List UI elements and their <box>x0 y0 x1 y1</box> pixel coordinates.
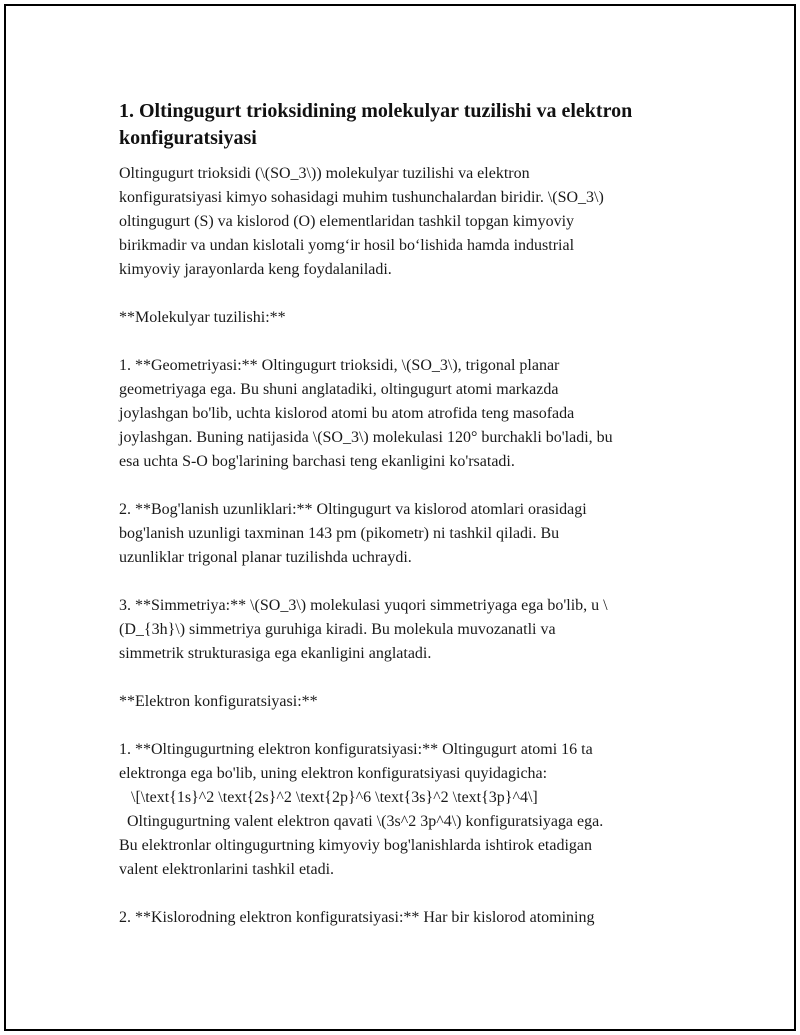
text-line: valent elektronlarini tashkil etadi. <box>119 861 335 878</box>
bond-length-paragraph <box>119 498 699 570</box>
document-body <box>119 98 699 954</box>
text-line: esa uchta S-O bog'larining barchasi teng ekanligini ko'rsatadi. <box>119 453 515 470</box>
text-line: birikmadir va undan kislotali yomg‘ir hosil bo‘lishida hamda industrial <box>119 237 575 254</box>
text-line: geometriyaga ega. Bu shuni anglatadiki, oltingugurt atomi markazda <box>119 381 559 398</box>
symmetry-paragraph <box>119 594 699 666</box>
text-line: joylashgan bo'lib, uchta kislorod atomi bu atom atrofida teng masofada <box>119 405 575 422</box>
text-line: **Elektron konfiguratsiyasi:** <box>119 693 318 710</box>
text-line: 1. **Oltingugurtning elektron konfiguratsiyasi:** Oltingugurt atomi 16 ta <box>119 741 593 758</box>
text-line: uzunliklar trigonal planar tuzilishda uchraydi. <box>119 549 412 566</box>
text-line: Oltingugurtning valent elektron qavati \(3s^2 3p^4\) konfiguratsiyaga ega. <box>127 813 604 830</box>
text-line: 3. **Simmetriya:** \(SO_3\) molekulasi yuqori simmetriyaga ega bo'lib, u \ <box>119 597 608 614</box>
text-line: 1. **Geometriyasi:** Oltingugurt trioksidi, \(SO_3\), trigonal planar <box>119 357 560 374</box>
subsection-title-molecular <box>119 306 699 330</box>
heading-line: 1. Oltingugurt trioksidining molekulyar tuzilishi va elektron <box>119 100 633 122</box>
text-line: oltingugurt (S) va kislorod (O) elementlaridan tashkil topgan kimyoviy <box>119 213 575 230</box>
geometry-paragraph <box>119 354 699 474</box>
text-line: Bu elektronlar oltingugurtning kimyoviy bog'lanishlarda ishtirok etadigan <box>119 837 593 854</box>
text-line: **Molekulyar tuzilishi:** <box>119 309 286 326</box>
text-line: 2. **Bog'lanish uzunliklari:** Oltingugurt va kislorod atomlari orasidagi <box>119 501 587 518</box>
heading-line: konfiguratsiyasi <box>119 127 257 149</box>
subsection-title-electron <box>119 690 699 714</box>
text-line: Oltingugurt trioksidi (\(SO_3\)) molekulyar tuzilishi va elektron <box>119 165 530 182</box>
text-line: 2. **Kislorodning elektron konfiguratsiyasi:** Har bir kislorod atomining <box>119 909 595 926</box>
formula-line: \[\text{1s}^2 \text{2s}^2 \text{2p}^6 \text{3s}^2 \text{3p}^4\] <box>131 789 538 806</box>
text-line: konfiguratsiyasi kimyo sohasidagi muhim tushunchalardan biridir. \(SO_3\) <box>119 189 604 206</box>
sulfur-config-paragraph <box>119 738 699 882</box>
text-line: kimyoviy jarayonlarda keng foydalaniladi. <box>119 261 392 278</box>
oxygen-config-paragraph <box>119 906 699 930</box>
intro-paragraph <box>119 162 699 282</box>
text-line: simmetrik strukturasiga ega ekanligini anglatadi. <box>119 645 432 662</box>
page-frame <box>4 4 796 1031</box>
text-line: elektronga ega bo'lib, uning elektron konfiguratsiyasi quyidagicha: <box>119 765 548 782</box>
text-line: bog'lanish uzunligi taxminan 143 pm (pikometr) ni tashkil qiladi. Bu <box>119 525 560 542</box>
section-heading <box>119 98 699 152</box>
text-line: joylashgan. Buning natijasida \(SO_3\) molekulasi 120° burchakli bo'ladi, bu <box>119 429 613 446</box>
text-line: (D_{3h}\) simmetriya guruhiga kiradi. Bu molekula muvozanatli va <box>119 621 556 638</box>
